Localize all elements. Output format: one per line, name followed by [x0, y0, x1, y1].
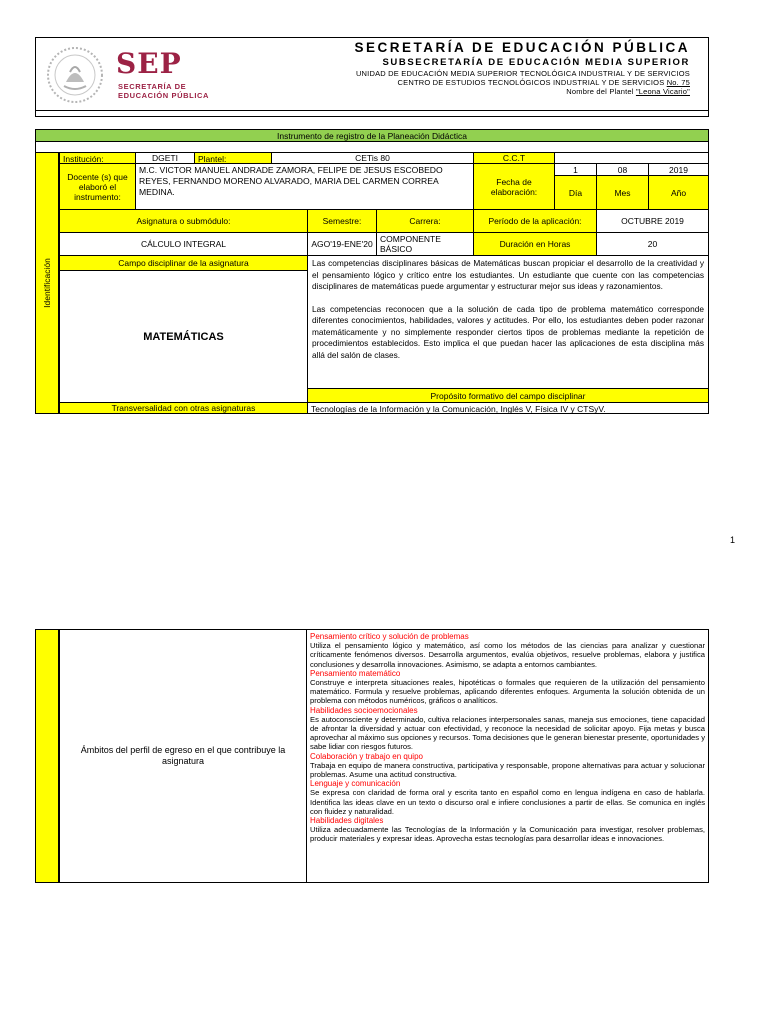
- ambito-text: Trabaja en equipo de manera constructiva, participativa y responsable, propone alternativas para actuar y solucionar problemas. Asume una actitud constructiva.: [310, 760, 705, 780]
- plantel-label: Plantel:: [194, 152, 272, 164]
- header-line-3-text: Nombre del Plantel: [566, 87, 636, 96]
- periodo-value: OCTUBRE 2019: [596, 209, 709, 233]
- periodo-label: Período de la aplicación:: [473, 209, 597, 233]
- ambito-heading: Habilidades socioemocionales: [310, 705, 418, 715]
- competencias-paragraph-1: Las competencias disciplinares básicas de Matemáticas buscan propiciar el desarrollo de la creatividad y el pensamiento lógico y crítico entre los estudiantes. Un estudiante que cuente con las competencias disciplinares de matemáticas puede argumentar y estructurar mejor sus ideas y razonamientos.: [312, 258, 704, 291]
- header-title: SECRETARÍA DE EDUCACIÓN PÚBLICA: [354, 40, 690, 55]
- docente-label: Docente (s) que elaboró el instrumento:: [59, 163, 136, 210]
- fecha-mes-value: 08: [596, 163, 649, 176]
- fecha-label: Fecha de elaboración:: [473, 163, 555, 210]
- asignatura-label: Asignatura o submódulo:: [59, 209, 308, 233]
- ambito-text: Es autoconsciente y determinado, cultiva relaciones interpersonales sanas, maneja sus emociones, tiene capacidad de afrontar la diversidad y actuar con efectividad, y reconoce la necesidad de solicitar apoyo. Fija metas y busca aprovechar al máximo sus opciones y recursos. Toma decisiones que le generan bienestar presente, oportunidades y sabe lidiar con riesgos futuros.: [310, 714, 705, 752]
- ambito-heading: Habilidades digitales: [310, 816, 384, 826]
- sep-logo: [46, 44, 216, 104]
- form-title: Instrumento de registro de la Planeación Didáctica: [35, 129, 709, 142]
- plantel-number: No. 75: [666, 78, 690, 87]
- ambito-text: Construye e interpreta situaciones reales, hipotéticas o formales que requieren de la utilización del pensamiento matemático. Formula y resuelve problemas, aplicando diferentes enfoques. Argumenta la solución obtenida de un problema con métodos numéricos, gráficos o analíticos.: [310, 678, 705, 706]
- competencias-paragraph-2: Las competencias reconocen que a la solución de cada tipo de problema matemático corresponde diferentes conocimientos, habilidades, valores y actitudes. Por ello, los estudiantes deben poder razonar matemáticamente y no simplemente responder ciertos tipos de problemas mediante la repetición de procedimientos establecidos. Esto implica el que puedan hacer las aplicaciones de esta disciplina más allá del salón de clases.: [312, 303, 704, 360]
- ambito-heading: Colaboración y trabajo en quipo: [310, 751, 423, 761]
- ambitos-content: [306, 629, 709, 883]
- ambito-heading: Lenguaje y comunicación: [310, 779, 401, 789]
- ambitos-label: Ámbitos del perfil de egreso en el que contribuye la asignatura: [59, 629, 307, 883]
- ambito-heading: Pensamiento matemático: [310, 668, 401, 678]
- header-line-1: UNIDAD DE EDUCACIÓN MEDIA SUPERIOR TECNOLÓGICA INDUSTRIAL Y DE SERVICIOS: [355, 69, 690, 78]
- header-line-2-text: CENTRO DE ESTUDIOS TECNOLÓGICOS INDUSTRIAL Y DE SERVICIOS: [397, 78, 667, 87]
- sep-logo-word: SEP: [116, 47, 182, 80]
- campo-label: Campo disciplinar de la asignatura: [59, 255, 308, 271]
- campo-value: MATEMÁTICAS: [59, 270, 308, 403]
- plantel-name: "Leona Vicario": [635, 87, 690, 96]
- ambito-text: Utiliza adecuadamente las Tecnologías de la Información y la Comunicación para investigar, resolver problemas, producir materiales y expresar ideas. Aprovecha estas tecnologías para desarrollar ideas e innovaciones.: [310, 825, 705, 844]
- identificacion-side-text: Identificación: [42, 258, 52, 308]
- carrera-value: COMPONENTE BÁSICO: [376, 232, 474, 256]
- ambito-text: Se expresa con claridad de forma oral y escrita tanto en español como en lengua indígena en caso de hablarla. Identifica las ideas clave en un texto o discurso oral e infiere conclusiones a partir de ellas. Se comunica en inglés con fluidez y naturalidad.: [310, 788, 705, 816]
- competencias-text: [307, 255, 709, 389]
- mes-label: Mes: [596, 175, 649, 210]
- plantel-value: CETis 80: [271, 152, 474, 164]
- header-divider: [35, 110, 709, 111]
- asignatura-value: CÁLCULO INTEGRAL: [59, 232, 308, 256]
- duracion-value: 20: [596, 232, 709, 256]
- header-line-3: [566, 87, 690, 96]
- carrera-label: Carrera:: [376, 209, 474, 233]
- duracion-label: Duración en Horas: [473, 232, 597, 256]
- page-number: 1: [730, 535, 736, 545]
- identificacion-side-label: [35, 152, 59, 414]
- header-subtitle: SUBSECRETARÍA DE EDUCACIÓN MEDIA SUPERIOR: [382, 57, 690, 68]
- institucion-label: Institución:: [59, 152, 136, 164]
- dia-label: Día: [554, 175, 597, 210]
- fecha-dia-value: 1: [554, 163, 597, 176]
- ambito-text: Utiliza el pensamiento lógico y matemático, así como los métodos de las ciencias para analizar y cuestionar críticamente fenómenos diversos. Desarrolla argumentos, evalúa objetivos, resuelve problemas, elabora y justifica conclusiones y desarrolla innovaciones. Asimismo, se adapta a entornos cambiantes.: [310, 641, 705, 669]
- sep-logo-subtitle-line1: SECRETARÍA DE: [118, 82, 187, 91]
- proposito-label: Propósito formativo del campo disciplinar: [307, 388, 709, 403]
- semestre-value: AGO'19-ENE'20: [307, 232, 377, 256]
- mexico-seal-icon: [46, 46, 104, 104]
- header-line-2: [398, 78, 690, 87]
- institucion-value: DGETI: [135, 152, 195, 164]
- ambito-heading: Pensamiento crítico y solución de problemas: [310, 632, 469, 641]
- docente-value: M.C. VICTOR MANUEL ANDRADE ZAMORA, FELIPE DE JESUS ESCOBEDO REYES, FERNANDO MORENO ALVARADO, MARIA DEL CARMEN CORREA MEDINA.: [135, 163, 474, 210]
- document-header: [35, 37, 709, 117]
- cct-label: C.C.T: [473, 152, 555, 164]
- sep-logo-subtitle: [118, 82, 209, 100]
- transversalidad-value: Tecnologías de la Información y la Comunicación, Inglés V, Física IV y CTSyV.: [307, 402, 709, 414]
- transversalidad-label: Transversalidad con otras asignaturas: [59, 402, 308, 414]
- sep-logo-subtitle-line2: EDUCACIÓN PÚBLICA: [118, 91, 210, 100]
- fecha-anio-value: 2019: [648, 163, 709, 176]
- anio-label: Año: [648, 175, 709, 210]
- ambitos-side-bar: [35, 629, 59, 883]
- semestre-label: Semestre:: [307, 209, 377, 233]
